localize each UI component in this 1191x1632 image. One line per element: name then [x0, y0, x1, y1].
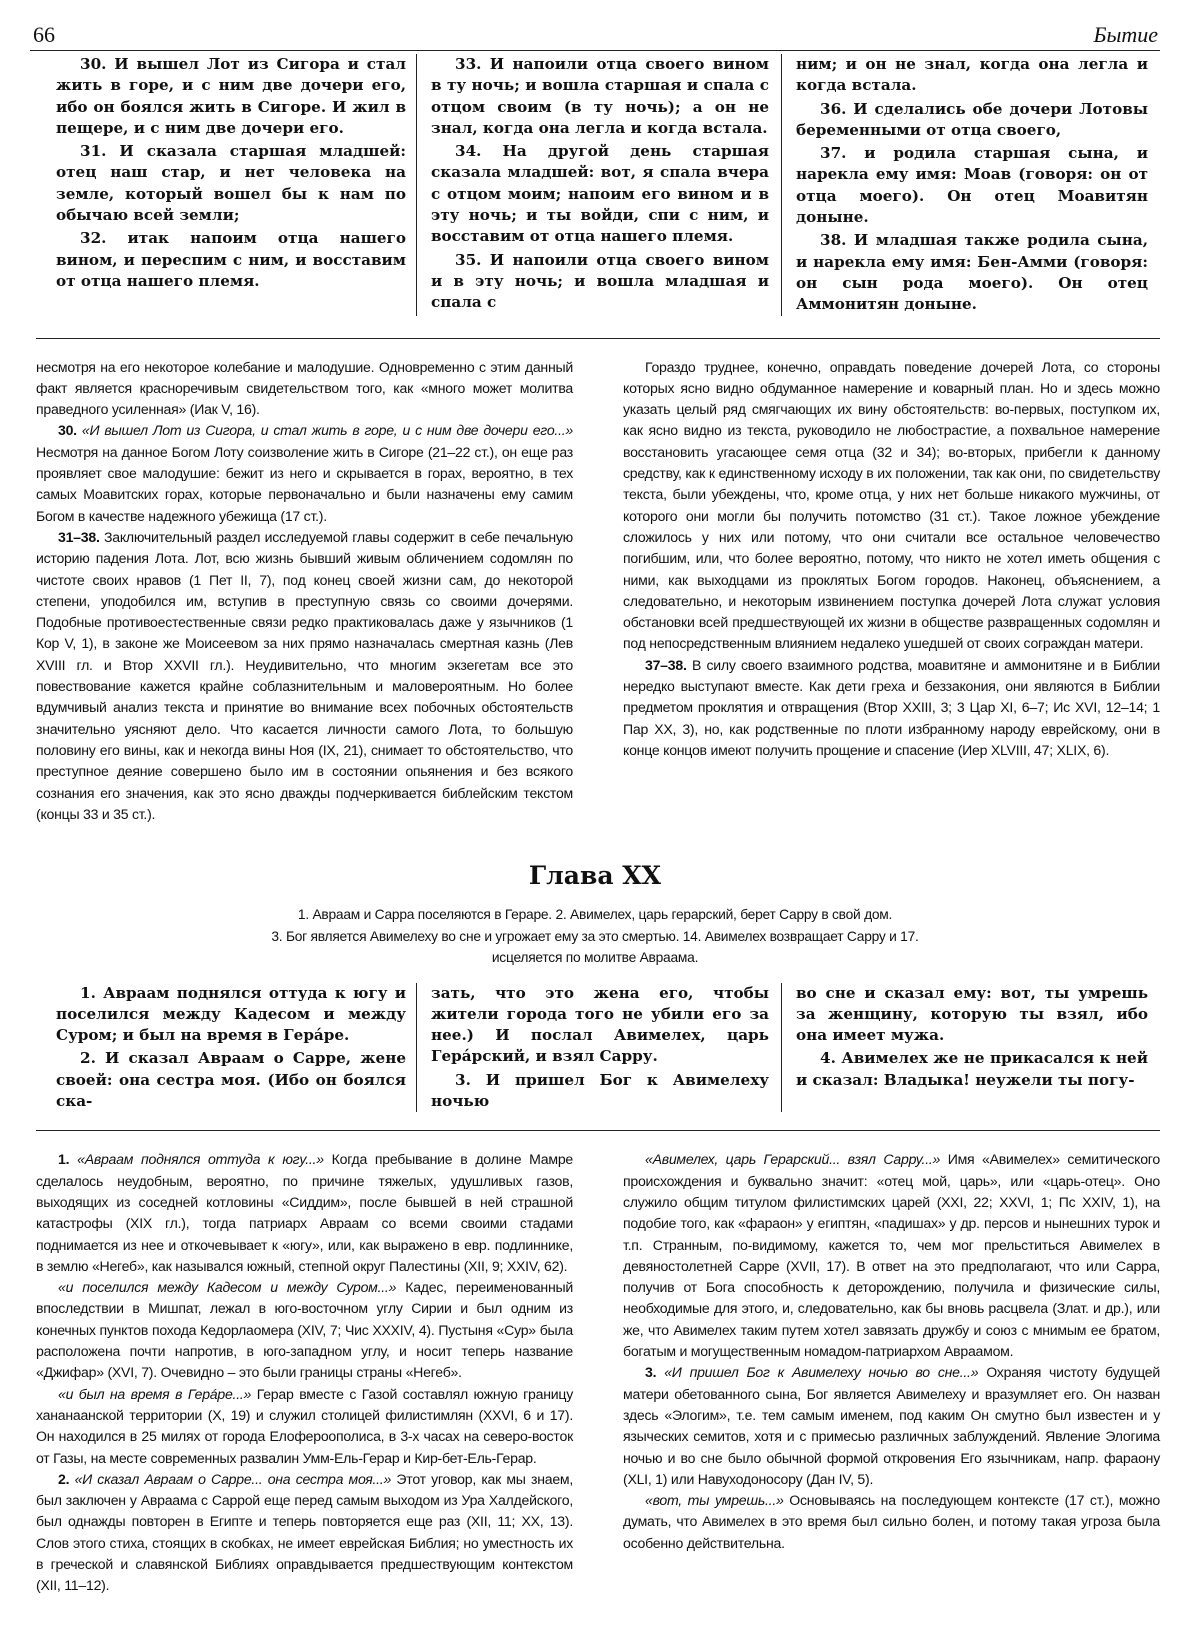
commentary-paragraph [36, 420, 573, 526]
commentary-paragraph [36, 1469, 573, 1597]
quoted-verse: «И сказал Авраам о Сарре... она сестра моя...» [74, 1470, 392, 1487]
commentary-text: Гораздо труднее, конечно, оправдать поведение дочерей Лота, со стороны которых ясно видно обдуманное намерение и коварный план. Но и здесь можно указать целый ряд смягчающих их вину обстоятельств: во-первых, поступком их, как ясно видно из текста, руководило не любострастие, а похвальное намерение восстановить угасающее семя отца (32 и 34); во-вторых, прибегли к данному средству, как к единственному исходу в их положении, так как они, по свидетельству текста, были убеждены, что, кроме отца, у них нет больше никакого мужчины, от которого они могли бы получить потомство (31 ст.). Такое ложное убеждение сложилось у них или потому, что они считали все остальное человечество погибшим, или, что более вероятно, потому, что никто не хотел иметь общения с ними, как выходцами из проклятых Богом городов. Наконец, объяснением, а следовательно, и некоторым извинением поступка дочерей Лота служат условия обстановки всей предшествующей их жизни в обществе развращенных содомлян и под непосредственным влиянием недалеко ушедшей от своих сограждан матери. [623, 358, 1160, 652]
commentary-bottom-right [623, 1149, 1160, 1596]
commentary-paragraph [623, 1490, 1160, 1554]
verse-reference: 3. [645, 1364, 665, 1381]
quoted-verse: «И пришел Бог к Авимелеху ночью во сне...» [664, 1364, 979, 1381]
quoted-verse: «и был на время в Герáре...» [58, 1385, 252, 1402]
chapter-title: Глава XX [528, 861, 662, 891]
verse-paragraph: 32. итак напоим отца нашего вином, и переспим с ним, и восставим от отца нашего племя. [56, 229, 406, 290]
verses-top-col3 [781, 54, 1150, 316]
chapter-summary-line: 3. Бог является Авимелеху во сне и угрожает ему за это смертью. 14. Авимелех возвращает Сарру и 17. [271, 928, 919, 944]
section-divider [36, 1130, 1160, 1131]
commentary-text: несмотря на его некоторое колебание и малодушие. Одновременно с этим данный факт является красноречивым свидетельством того, как «много может молитва праведного усиленная» (Иак V, 16). [36, 358, 573, 418]
commentary-paragraph [623, 357, 1160, 655]
verse-reference: 1. [58, 1151, 78, 1168]
quoted-verse: «вот, ты умрешь...» [645, 1492, 784, 1509]
verse-paragraph: 35. И напоили отца своего вином и в эту ночь; и вошла младшая и спала с [431, 250, 769, 312]
verses-bottom-col3 [781, 983, 1150, 1113]
verses-top [30, 54, 1160, 316]
verse-paragraph: 4. Авимелех же не прикасался к ней и сказал: Владыка! неужели ты погу- [796, 1049, 1148, 1089]
verse-paragraph: 33. И напоили отца своего вином в ту ночь; и вошла старшая и спала с отцом своим (в ту ночь); а он не знал, когда она легла и когда встала. [431, 55, 769, 137]
section-divider [36, 338, 1160, 339]
chapter-summary [30, 904, 1160, 969]
commentary-top-left [36, 357, 573, 826]
verse-reference: 30. [58, 422, 82, 439]
commentary-text: Охраняя чистоту будущей матери обетованного сына, Бог является Авимелеху и вразумляет его. Он назван здесь «Элогим», т.е. тем самым именем, под каким Он смутно был известен и у языческих семитов, хотя и с примесью различных заблуждений. Явление Элогима ночью и во сне было обычной формой откровения Его язычникам, напр. фараону (XLI, 1) или Навуходоносору (Дан IV, 5). [623, 1364, 1160, 1487]
verse-reference: 2. [58, 1470, 75, 1487]
commentary-top-right [623, 357, 1160, 826]
commentary-top [30, 357, 1160, 826]
verse-paragraph: 37. и родила старшая сына, и нарекла ему имя: Моав (говоря: он от отца моего). Он отец Моавитян доныне. [796, 144, 1148, 227]
verse-paragraph: 36. И сделались обе дочери Лотовы беременными от отца своего, [796, 99, 1148, 139]
verse-paragraph: ним; и он не знал, когда она легла и когда встала. [796, 55, 1148, 95]
running-title: Бытие [1093, 22, 1158, 47]
verses-top-col2 [416, 54, 781, 316]
verse-paragraph: зать, что это жена его, чтобы жители города того не убили его за нее.) И послал Авимелех, царь Герáрский, и взял Сарру. [431, 983, 769, 1066]
verse-paragraph: во сне и сказал ему: вот, ты умрешь за женщину, которую ты взял, ибо она имеет мужа. [796, 983, 1148, 1045]
verse-paragraph: 2. И сказал Авраам о Сарре, жене своей: она сестра моя. (Ибо он боялся ска- [56, 1049, 406, 1111]
commentary-bottom [30, 1149, 1160, 1596]
page-header [30, 18, 1160, 52]
chapter-summary-line: 1. Авраам и Сарра поселяются в Гераре. 2. Авимелех, царь герарский, берет Сарру в свой дом. [297, 907, 893, 923]
commentary-paragraph [623, 1149, 1160, 1362]
verse-reference: 37–38. [645, 656, 687, 673]
verses-bottom-col1 [30, 983, 416, 1113]
commentary-bottom-left [36, 1149, 573, 1596]
commentary-text: Имя «Авимелех» семитического происхождения и буквально значит: «отец мой, царь», или «царь-отец». Оно служило общим титулом филистимских царей (XXI, 22; XXVI, 1; Пс XXIV, 1), на подобие того, как «фараон» у египтян, «падишах» у др. персов и нынешних турок и т.п. Странным, по-видимому, кажется то, чем мог прельститься Авимелех в девяностолетней Сарре (XVII, 17). В ответ на это предполагают, что или Сарра, получив от Бога способность к деторождению, получила и физические силы, необходимые для этого, и, следовательно, как бы вновь расцвела (Злат. и др.), или же, что Авимелех таким путем хотел завязать дружбу и союз с мнимым ее братом, богатым и могущественным номадом-патриархом Авраамом. [623, 1151, 1160, 1360]
commentary-paragraph [36, 1277, 573, 1383]
verses-top-col1 [30, 54, 416, 316]
quoted-verse: «Авраам поднялся оттуда к югу...» [77, 1151, 324, 1168]
verse-paragraph: 30. И вышел Лот из Сигора и стал жить в горе, и с ним две дочери его, ибо он боялся жить в Сигоре. И жил в пещере, и с ним две дочери его. [56, 55, 406, 137]
commentary-text: Кадес, переименованный впоследствии в Мишпат, лежал в юго-восточном углу Сирии и был одним из конечных пунктов похода Кедорлаомера (XIV, 7; Чис XXXIV, 4). Пустыня «Сур» была расположена почти напротив, в юго-западном углу, и носит теперь название «Джифар» (XVI, 7). Очевидно – это были границы страны «Негеб». [36, 1279, 574, 1381]
commentary-text: Этот уговор, как мы знаем, был заключен у Авраама с Саррой еще перед самым выходом из Ура Халдейского, был однажды повторен в Египте и теперь повторяется еще раз (XII, 11; XX, 13). Слов этого стиха, стоящих в скобках, не имеет еврейская Библия; но уместность их в греческой и славянской Библиях оправдывается предшествующим контекстом (XII, 11–12). [36, 1470, 574, 1594]
page [30, 18, 1160, 1618]
verse-paragraph: 1. Авраам поднялся оттуда к югу и поселился между Кадесом и между Суром; и был на время в Герáре. [56, 983, 406, 1045]
verses-bottom-col2 [416, 983, 781, 1113]
verse-paragraph: 34. На другой день старшая сказала младшей: вот, я спала вчера с отцом моим; напоим его вином и в эту ночь; и ты войди, спи с ним, и восставим от отца нашего племя. [431, 142, 769, 246]
page-number: 66 [33, 22, 55, 47]
chapter-summary-line: исцеляется по молитве Авраама. [491, 950, 699, 966]
commentary-paragraph [36, 527, 573, 825]
commentary-paragraph [623, 1362, 1160, 1490]
header-rule [30, 50, 1160, 51]
commentary-paragraph [36, 1384, 573, 1469]
commentary-text: Герар вместе с Газой составлял южную границу хананаанской территории (X, 19) и служил столицей филистимлян (XXVI, 6 и 17). Он находился в 25 милях от города Елофероополиса, в 3-х часах на северо-восток от Газы, на месте современных развалин Умм-Ель-Герар и Кир-бет-Ель-Герар. [36, 1385, 574, 1466]
commentary-text: Когда пребывание в долине Мамре сделалось неудобным, вероятно, по причине тяжелых, удушливых газов, выходящих из соседней котловины «Сиддим», после бывшей в ней страшной катастрофы (XIX гл.), тогда патриарх Авраам со всеми своими стадами поднимается из нее и откочевывает к «югу», или, как выражено в евр. подлиннике, в землю «Негеб», как назывался южный, степной округ Палестины (XII, 9; XXIV, 62). [36, 1151, 574, 1274]
commentary-text: Несмотря на данное Богом Лоту соизволение жить в Сигоре (21–22 ст.), он еще раз проявляет свое малодушие: бежит из него и скрывается в горах, вероятно, в тех самых Моавитских горах, которые первоначально и были назначены ему самим Богом в качестве надежного убежища (17 ст.). [36, 443, 573, 524]
verse-paragraph: 38. И младшая также родила сына, и нарекла ему имя: Бен-Амми (говоря: он сын рода моего). Он отец Аммонитян доныне. [796, 231, 1148, 314]
quoted-verse: «И вышел Лот из Сигора, и стал жить в горе, и с ним две дочери его...» [81, 422, 573, 439]
commentary-paragraph [36, 1149, 573, 1277]
verse-reference: 31–38. [58, 528, 100, 545]
quoted-verse: «и поселился между Кадесом и между Суром...» [58, 1279, 397, 1296]
commentary-paragraph [36, 357, 573, 421]
commentary-paragraph [623, 655, 1160, 761]
commentary-text: В силу своего взаимного родства, моавитяне и аммонитяне и в Библии нередко выступают вместе. Как дети греха и беззакония, они являются в Библии предметом проклятия и отвращения (Втор XXIII, 3; 3 Цар XI, 6–7; Ис XVI, 12–14; 1 Пар XX, 3), но, как родственные по плоти избранному народу еврейскому, они в конце концов имеют получить прощение и спасение (Иер XLVIII, 47; XLIX, 6). [623, 656, 1160, 758]
verse-paragraph: 3. И пришел Бог к Авимелеху ночью [431, 1070, 769, 1111]
commentary-text: Заключительный раздел исследуемой главы содержит в себе печальную историю падения Лота. Лот, всю жизнь бывший живым обличением содомлян по чистоте своих нравов (1 Пет II, 7), под конец своей жизни сам, до некоторой степени, уподобился им, вступив в преступную связь со своими дочерями. Подобные противоестественные связи редко практиковалась даже у язычников (1 Кор V, 1), в законе же Моисеевом за них прямо назначалась смертная казнь (Лев XVIII гл. и Втор XXVII гл.). Неудивительно, что многим экзегетам все это повествование кажется крайне соблазнительным и маловероятным. Но более вдумчивый анализ текста и принятие во внимание всех побочных обстоятельств значительно уясняют дело. Что касается личности самого Лота, то большую половину его вины, как и некогда вины Ноя (IX, 21), снимает то обстоятельство, что преступное деяние совершено было им в состоянии опьянения и без всякого сознания его значения, как это ясно дважды подчеркивается библейским текстом (концы 33 и 35 ст.). [36, 528, 573, 822]
verses-bottom [30, 983, 1160, 1113]
commentary-text: Основываясь на последующем контексте (17 ст.), можно думать, что Авимелех в это время был сильно болен, и потому такая угроза была особенно действительна. [623, 1492, 1160, 1551]
verse-paragraph: 31. И сказала старшая младшей: отец наш стар, и нет человека на земле, который вошел бы к нам по обычаю всей земли; [56, 142, 406, 225]
quoted-verse: «Авимелех, царь Герарский... взял Сарру...» [645, 1151, 941, 1168]
